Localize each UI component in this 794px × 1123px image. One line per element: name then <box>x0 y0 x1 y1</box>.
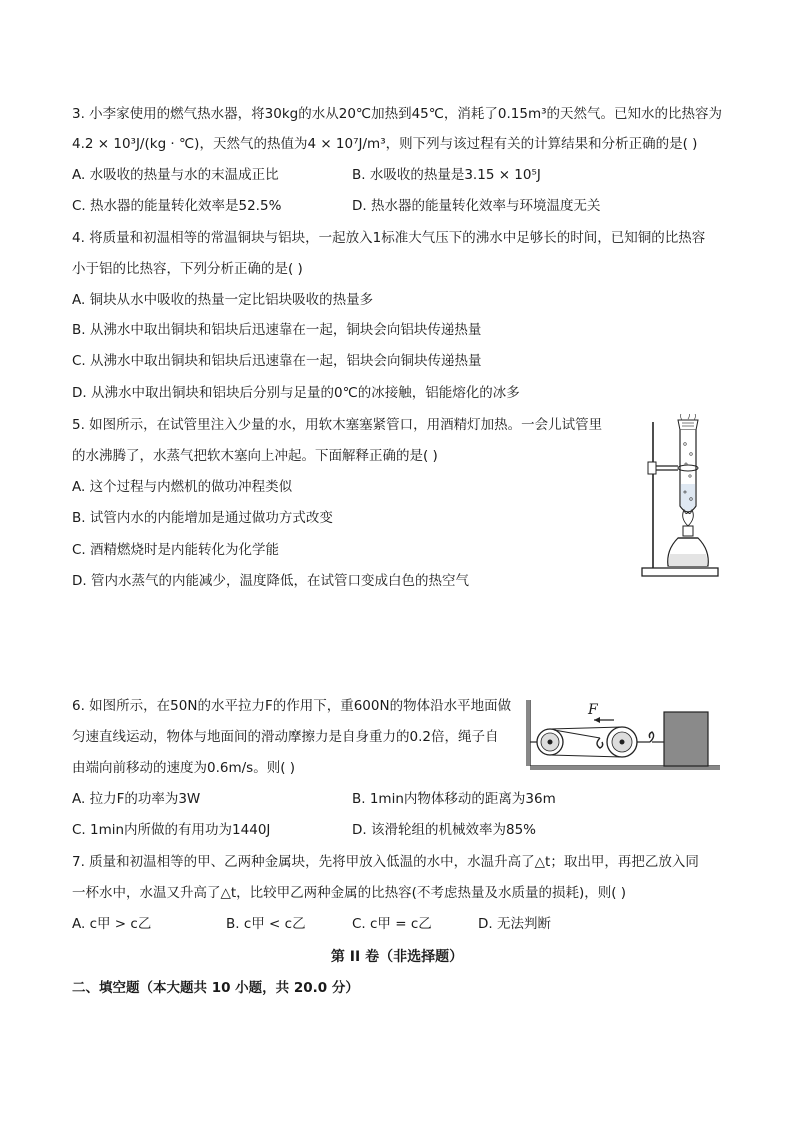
q3-option-a: A. 水吸收的热量与水的末温成正比 <box>72 167 279 183</box>
q6-option-c: C. 1min内所做的有用功为1440J <box>72 822 271 838</box>
q5-stem-line1: 5. 如图所示，在试管里注入少量的水，用软木塞塞紧管口，用酒精灯加热。一会儿试管里 <box>72 417 603 433</box>
q6-stem-line3: 由端向前移动的速度为0.6m/s。则( ) <box>72 760 296 776</box>
q6-option-d: D. 该滑轮组的机械效率为85% <box>352 822 536 838</box>
q6-figure-force-label: F <box>588 702 598 718</box>
q5-option-d: D. 管内水蒸气的内能减少，温度降低，在试管口变成白色的热空气 <box>72 573 469 589</box>
q7-option-d: D. 无法判断 <box>478 916 551 932</box>
q6-stem-line1: 6. 如图所示，在50N的水平拉力F的作用下，重600N的物体沿水平地面做 <box>72 698 512 714</box>
q5-option-c: C. 酒精燃烧时是内能转化为化学能 <box>72 542 280 558</box>
q3-option-b: B. 水吸收的热量是3.15 × 10⁵J <box>352 167 541 183</box>
part2-title: 第 II 卷（非选择题） <box>330 949 464 965</box>
q4-option-a: A. 铜块从水中吸收的热量一定比铝块吸收的热量多 <box>72 292 374 308</box>
q3-option-c: C. 热水器的能量转化效率是52.5% <box>72 198 282 214</box>
q5-option-a: A. 这个过程与内燃机的做功冲程类似 <box>72 479 293 495</box>
q7-stem-line1: 7. 质量和初温相等的甲、乙两种金属块，先将甲放入低温的水中，水温升高了△t；取出甲，再把乙放入同 <box>72 854 699 870</box>
section2-heading: 二、填空题（本大题共 10 小题，共 20.0 分） <box>72 980 359 996</box>
q7-stem-line2: 一杯水中，水温又升高了△t，比较甲乙两种金属的比热容(不考虑热量及水质量的损耗)，则( ) <box>72 885 627 901</box>
q3-stem-line2: 4.2 × 10³J/(kg · ℃)，天然气的热值为4 × 10⁷J/m³，则下列与该过程有关的计算结果和分析正确的是( ) <box>72 136 698 152</box>
q3-option-d: D. 热水器的能量转化效率与环境温度无关 <box>352 198 601 214</box>
q6-figure-pulley-system <box>524 698 724 774</box>
q6-option-b: B. 1min内物体移动的距离为36m <box>352 791 556 807</box>
q7-option-c: C. c甲 = c乙 <box>352 916 432 932</box>
q4-stem-line2: 小于铝的比热容，下列分析正确的是( ) <box>72 261 303 277</box>
q5-option-b: B. 试管内水的内能增加是通过做功方式改变 <box>72 510 333 526</box>
q4-stem-line1: 4. 将质量和初温相等的常温铜块与铝块，一起放入1标准大气压下的沸水中足够长的时间，已知铜的比热容 <box>72 230 706 246</box>
q4-option-d: D. 从沸水中取出铜块和铝块后分别与足量的0℃的冰接触，铝能熔化的冰多 <box>72 385 520 401</box>
q5-figure-test-tube-apparatus <box>636 414 724 582</box>
q7-option-b: B. c甲 < c乙 <box>226 916 306 932</box>
q3-stem-line1: 3. 小李家使用的燃气热水器，将30kg的水从20℃加热到45℃，消耗了0.15m³的天然气。已知水的比热容为 <box>72 106 723 122</box>
q5-stem-line2: 的水沸腾了，水蒸气把软木塞向上冲起。下面解释正确的是( ) <box>72 448 438 464</box>
q6-option-a: A. 拉力F的功率为3W <box>72 791 201 807</box>
q6-stem-line2: 匀速直线运动，物体与地面间的滑动摩擦力是自身重力的0.2倍，绳子自 <box>72 729 499 745</box>
q4-option-c: C. 从沸水中取出铜块和铝块后迅速靠在一起，铝块会向铜块传递热量 <box>72 353 482 369</box>
q7-option-a: A. c甲 > c乙 <box>72 916 152 932</box>
q4-option-b: B. 从沸水中取出铜块和铝块后迅速靠在一起，铜块会向铝块传递热量 <box>72 322 482 338</box>
